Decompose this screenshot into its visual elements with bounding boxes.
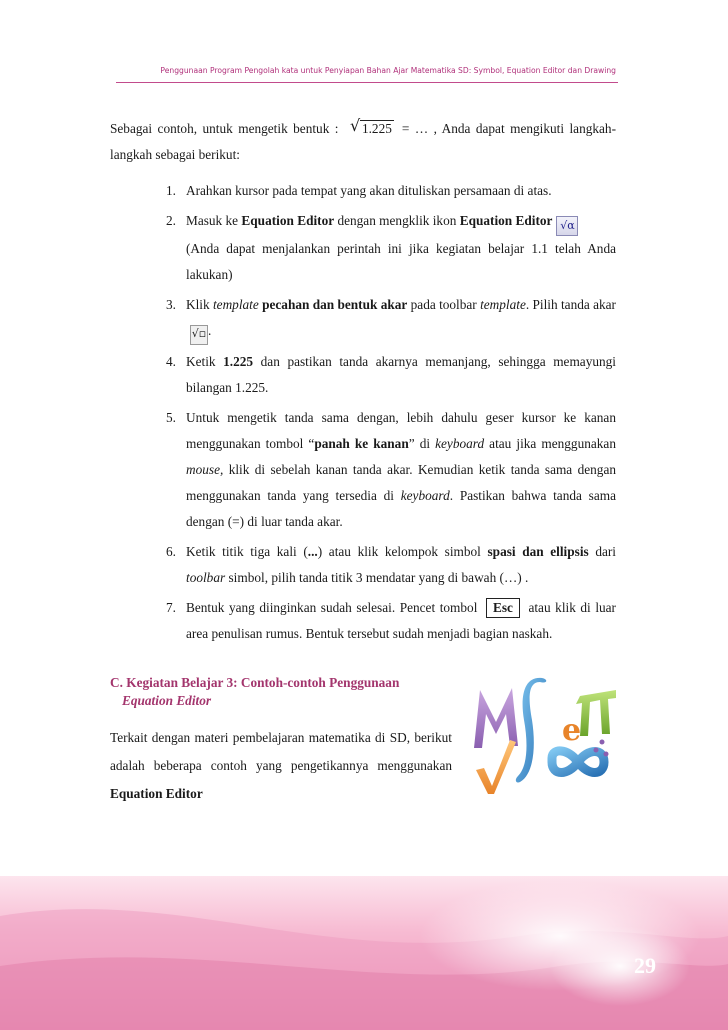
radical-shape bbox=[476, 740, 516, 794]
intro-after: , Anda dapat mengikuti langkah-langkah sebagai berikut: bbox=[110, 121, 616, 162]
step-italic: mouse, bbox=[186, 462, 224, 477]
footer-decoration bbox=[0, 876, 728, 1030]
expr-tail: = … bbox=[401, 121, 429, 136]
step-text: ” di bbox=[408, 436, 436, 451]
step-text: klik di sebelah kanan tanda akar. Kemudian ketik tanda sama dengan menggunakan tanda yang tersedia di bbox=[186, 462, 616, 503]
step-text: Masuk ke bbox=[186, 213, 242, 228]
step-bold: Equation Editor bbox=[459, 213, 553, 228]
step-italic: template bbox=[480, 297, 526, 312]
section-title bbox=[110, 674, 452, 710]
step-italic: template bbox=[212, 297, 259, 312]
list-item bbox=[110, 595, 616, 647]
step-text: Arahkan kursor pada tempat yang akan dituliskan persamaan di atas. bbox=[186, 183, 552, 198]
step-number: 1. bbox=[166, 183, 176, 198]
step-text: pada toolbar bbox=[407, 297, 481, 312]
step-text: Bentuk yang diinginkan sudah selesai. Pencet tombol bbox=[186, 600, 482, 615]
step-text: (Anda dapat menjalankan perintah ini jika kegiatan belajar 1.1 telah Anda lakukan) bbox=[186, 241, 616, 282]
section-title-line1: C. Kegiatan Belajar 3: Contoh-contoh Penggunaan bbox=[110, 675, 400, 690]
list-item bbox=[110, 208, 616, 288]
step-bold: ... bbox=[307, 544, 318, 559]
step-text: . bbox=[208, 323, 212, 338]
intro-before: Sebagai contoh, untuk mengetik bentuk : bbox=[110, 121, 339, 136]
step-number: 7. bbox=[166, 600, 176, 615]
step-bold: 1.225 bbox=[223, 354, 254, 369]
header-rule bbox=[116, 82, 618, 83]
sqrt-expression bbox=[350, 116, 394, 142]
step-text: . Pastikan bahwa tanda sama dengan (=) di luar tanda akar. bbox=[186, 488, 616, 529]
radicand: 1.225 bbox=[361, 121, 392, 136]
step-italic: toolbar bbox=[186, 570, 226, 585]
step-text: Ketik titik tiga kali ( bbox=[186, 544, 308, 559]
steps-list bbox=[110, 178, 616, 647]
step-text: atau jika menggunakan bbox=[484, 436, 616, 451]
step-text: dari bbox=[588, 544, 616, 559]
step-bold: spasi dan ellipsis bbox=[487, 544, 589, 559]
list-item bbox=[110, 539, 616, 591]
section-text: Terkait dengan materi pembelajaran matematika di SD, berikut adalah beberapa contoh yang pengetikannya menggunakan bbox=[110, 730, 452, 773]
sqrt-template-icon: √▫ bbox=[190, 325, 208, 345]
step-text: Ketik bbox=[186, 354, 224, 369]
list-item bbox=[110, 178, 616, 204]
step-text: simbol, pilih tanda titik 3 mendatar yang di bawah (…) . bbox=[225, 570, 529, 585]
step-number: 5. bbox=[166, 410, 176, 425]
section-bold: Equation Editor bbox=[110, 786, 203, 801]
math-symbols-illustration bbox=[470, 670, 626, 800]
letter-m-shape bbox=[474, 688, 518, 748]
list-item bbox=[110, 292, 616, 345]
step-text: dengan mengklik ikon bbox=[334, 213, 460, 228]
infinity-shape bbox=[552, 751, 604, 773]
step-text: dan pastikan tanda akarnya memanjang, sehingga memayungi bilangan 1.225. bbox=[186, 354, 616, 395]
step-bold: panah ke kanan bbox=[314, 436, 409, 451]
list-item bbox=[110, 349, 616, 401]
step-number: 6. bbox=[166, 544, 176, 559]
step-text: Klik bbox=[186, 297, 213, 312]
radical-sign: √ bbox=[349, 116, 361, 135]
step-text: . Pilih tanda akar bbox=[525, 297, 616, 312]
step-bold: pecahan dan bentuk akar bbox=[258, 297, 408, 312]
esc-key: Esc bbox=[486, 598, 520, 618]
pi-shape bbox=[576, 690, 616, 736]
step-text: atau klik di luar area penulisan rumus. Bentuk tersebut sudah menjadi bagian naskah. bbox=[186, 600, 616, 641]
section-title-line2: Equation Editor bbox=[122, 693, 212, 708]
page-number: 29 bbox=[634, 953, 656, 978]
list-item bbox=[110, 405, 616, 535]
integral-shape bbox=[516, 678, 546, 783]
step-italic: keyboard bbox=[435, 436, 485, 451]
step-text: ) atau klik kelompok simbol bbox=[317, 544, 488, 559]
running-header: Penggunaan Program Pengolah kata untuk Penyiapan Bahan Ajar Matematika SD: Symbol, Equation Editor dan Drawing bbox=[160, 66, 616, 75]
letter-e-shape: e bbox=[562, 713, 582, 748]
step-bold: Equation Editor bbox=[241, 213, 335, 228]
main-content bbox=[110, 116, 616, 651]
step-number: 4. bbox=[166, 354, 176, 369]
intro-paragraph bbox=[110, 116, 616, 168]
section-paragraph bbox=[110, 724, 452, 808]
step-italic: keyboard bbox=[400, 488, 450, 503]
step-number: 2. bbox=[166, 213, 176, 228]
sqrt-alpha-icon: √α bbox=[556, 216, 578, 236]
step-number: 3. bbox=[166, 297, 176, 312]
step-text: Untuk mengetik tanda sama dengan, lebih dahulu geser kursor ke kanan menggunakan tombol “ bbox=[186, 410, 616, 451]
